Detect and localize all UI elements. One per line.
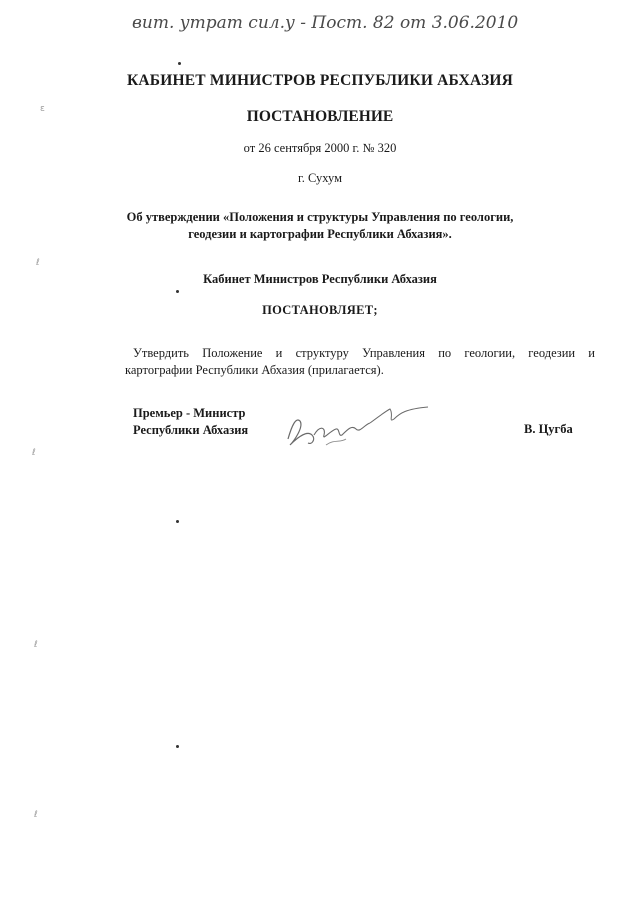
document-type: ПОСТАНОВЛЕНИЕ — [246, 108, 394, 125]
handwritten-signature — [282, 395, 432, 455]
margin-mark: ℓ — [36, 258, 40, 268]
margin-mark: ε — [40, 104, 45, 114]
signatory-name: В. Цугба — [524, 422, 573, 436]
issuing-body: Кабинет Министров Республики Абхазия — [203, 272, 437, 286]
subject-line-1: Об утверждении «Положения и структуры Управления по геологии, — [126, 210, 514, 224]
resolution-verb: ПОСТАНОВЛЯЕТ; — [262, 303, 378, 317]
margin-mark: ℓ — [34, 810, 38, 820]
resolution-body — [125, 345, 595, 379]
signatory-title — [133, 405, 248, 439]
body-line-2: картографии Республики Абхазия (прилагается). — [125, 363, 384, 377]
margin-mark: ℓ — [34, 640, 38, 650]
body-line-1: Утвердить Положение и структуру Управления по геологии, геодезии и — [133, 346, 595, 360]
document-subject — [0, 209, 640, 243]
margin-mark: ℓ — [32, 448, 36, 458]
document-date-number: от 26 сентября 2000 г. № 320 — [243, 141, 397, 155]
scan-speck — [176, 745, 179, 748]
handwritten-annotation-text: вит. утрат сил.у - Пост. 82 от 3.06.2010 — [132, 13, 519, 33]
handwritten-annotation — [130, 4, 519, 40]
document-city: г. Сухум — [297, 171, 342, 185]
signatory-title-line-2: Республики Абхазия — [133, 423, 249, 437]
signatory-title-line-1: Премьер - Министр — [133, 406, 246, 420]
scan-speck — [178, 62, 181, 65]
subject-line-2: геодезии и картографии Республики Абхазия». — [188, 227, 452, 241]
scan-speck — [176, 520, 179, 523]
organization-title: КАБИНЕТ МИНИСТРОВ РЕСПУБЛИКИ АБХАЗИЯ — [126, 72, 514, 89]
scan-speck — [176, 290, 179, 293]
